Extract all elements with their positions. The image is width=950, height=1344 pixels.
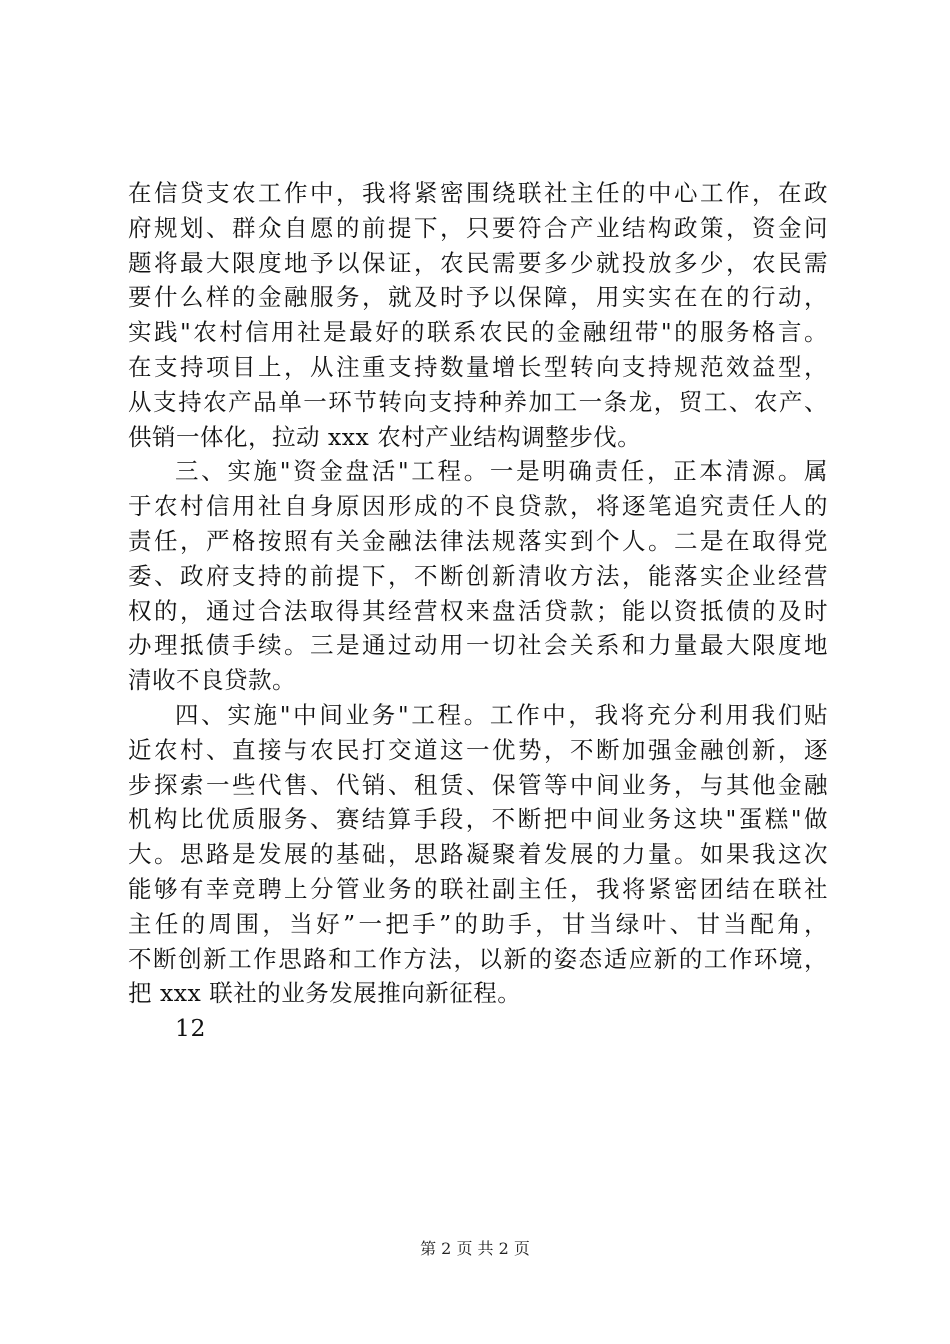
text-line: 实践"农村信用社是最好的联系农民的金融纽带"的服务格言。 — [128, 318, 828, 347]
text-line: 清收不良贷款。 — [128, 666, 296, 695]
document-body — [128, 176, 828, 1046]
text-line: 办理抵债手续。三是通过动用一切社会关系和力量最大限度地 — [128, 631, 828, 660]
text-line: 权的，通过合法取得其经营权来盘活贷款；能以资抵债的及时 — [128, 596, 828, 625]
text-line: 题将最大限度地予以保证，农民需要多少就投放多少，农民需 — [128, 248, 828, 277]
trailing-number: 12 — [175, 1014, 206, 1043]
text-line: 在支持项目上，从注重支持数量增长型转向支持规范效益型， — [128, 352, 828, 381]
text-line: 在信贷支农工作中，我将紧密围绕联社主任的中心工作，在政 — [128, 179, 828, 207]
text-line: 主任的周围，当好”一把手”的助手，甘当绿叶、甘当配角， — [128, 909, 828, 938]
text-line: 责任，严格按照有关金融法律法规落实到个人。二是在取得党 — [128, 526, 828, 555]
text-line: 府规划、群众自愿的前提下，只要符合产业结构政策，资金问 — [128, 213, 828, 242]
text-line: 要什么样的金融服务，就及时予以保障，用实实在在的行动， — [128, 283, 828, 312]
text-line: 三、实施"资金盘活"工程。一是明确责任，正本清源。属 — [175, 457, 828, 486]
text-line: 供销一体化，拉动 xxx 农村产业结构调整步伐。 — [128, 422, 642, 451]
text-line: 不断创新工作思路和工作方法，以新的姿态适应新的工作环境， — [128, 944, 828, 973]
text-line: 步探索一些代售、代销、租赁、保管等中间业务，与其他金融 — [128, 770, 828, 799]
text-line: 委、政府支持的前提下，不断创新清收方法，能落实企业经营 — [128, 561, 828, 590]
text-line: 能够有幸竞聘上分管业务的联社副主任，我将紧密团结在联社 — [128, 874, 828, 903]
text-line: 四、实施"中间业务"工程。工作中，我将充分利用我们贴 — [175, 700, 828, 729]
text-line: 近农村、直接与农民打交道这一优势，不断加强金融创新，逐 — [128, 735, 828, 764]
text-line: 大。思路是发展的基础，思路凝聚着发展的力量。如果我这次 — [128, 840, 828, 869]
page-footer: 第 2 页 共 2 页 — [420, 1239, 530, 1258]
text-line: 把 xxx 联社的业务发展推向新征程。 — [128, 979, 522, 1008]
text-line: 于农村信用社自身原因形成的不良贷款，将逐笔追究责任人的 — [128, 492, 828, 521]
text-line: 机构比优质服务、赛结算手段，不断把中间业务这块"蛋糕"做 — [128, 805, 828, 834]
text-line: 从支持农产品单一环节转向支持种养加工一条龙，贸工、农产、 — [128, 387, 828, 416]
